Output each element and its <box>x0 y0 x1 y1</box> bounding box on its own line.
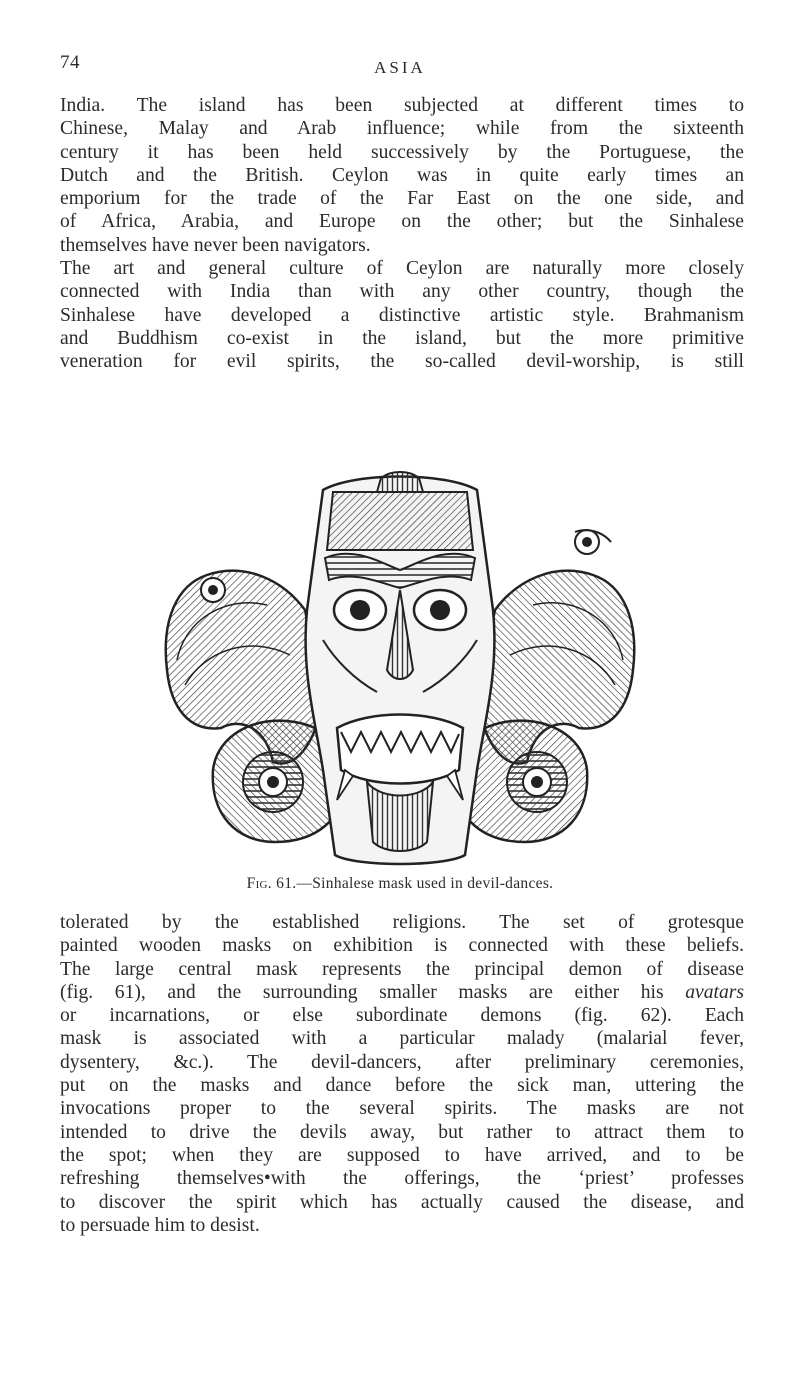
text-line: century it has been held successively by the Portuguese, the <box>60 141 744 163</box>
paragraph-2 <box>60 911 744 1237</box>
mask-illustration <box>155 470 645 868</box>
text-line: invocations proper to the several spirits. The masks are not <box>60 1098 744 1120</box>
page-number: 74 <box>60 52 80 73</box>
text-line: connected with India than with any other country, though the <box>60 281 744 303</box>
text-line <box>60 981 744 1004</box>
text-line: India. The island has been subjected at different times to <box>60 95 744 116</box>
text-line: the spot; when they are supposed to have arrived, and to be <box>60 1144 744 1166</box>
text-line: to persuade him to desist. <box>60 1214 260 1236</box>
paragraph-1 <box>60 94 744 374</box>
text-line: themselves have never been navigators. <box>60 234 371 256</box>
text-line: tolerated by the established religions. The set of grotesque <box>60 912 744 933</box>
text-line: refreshing themselves•with the offerings, the ‘priest’ professes <box>60 1168 744 1190</box>
italic-term: avatars <box>685 981 744 1003</box>
text-line: of Africa, Arabia, and Europe on the other; but the Sinhalese <box>60 211 744 233</box>
text-line: The art and general culture of Ceylon are naturally more closely <box>60 258 744 280</box>
text-line: Dutch and the British. Ceylon was in quite early times an <box>60 164 744 186</box>
text-line: or incarnations, or else subordinate demons (fig. 62). Each <box>60 1005 744 1027</box>
figure-caption-text: —Sinhalese mask used in devil-dances. <box>296 875 554 892</box>
text-line: Chinese, Malay and Arab influence; while from the sixteenth <box>60 118 744 140</box>
running-head: ASIA <box>374 58 426 77</box>
text-line: put on the masks and dance before the sick man, uttering the <box>60 1075 744 1097</box>
text-line: to discover the spirit which has actually caused the disease, and <box>60 1191 744 1213</box>
text-line: emporium for the trade of the Far East on the one side, and <box>60 188 744 210</box>
text-line: mask is associated with a particular malady (malarial fever, <box>60 1028 744 1050</box>
text-line: painted wooden masks on exhibition is connected with these beliefs. <box>60 935 744 957</box>
text-line: The large central mask represents the principal demon of disease <box>60 958 744 980</box>
text-line: Sinhalese have developed a distinctive artistic style. Brahmanism <box>60 304 744 326</box>
text-fragment: (fig. 61), and the surrounding smaller masks are either his <box>60 981 664 1003</box>
figure-label: Fig. 61. <box>246 875 297 892</box>
text-line: and Buddhism co-exist in the island, but the more primitive <box>60 327 744 349</box>
central-demon-mask <box>306 472 495 864</box>
text-line: intended to drive the devils away, but rather to attract them to <box>60 1121 744 1143</box>
figure-caption <box>0 875 800 893</box>
text-line: veneration for evil spirits, the so-called devil-worship, is still <box>60 351 744 373</box>
text-line: dysentery, &c.). The devil-dancers, after preliminary ceremonies, <box>60 1051 744 1073</box>
